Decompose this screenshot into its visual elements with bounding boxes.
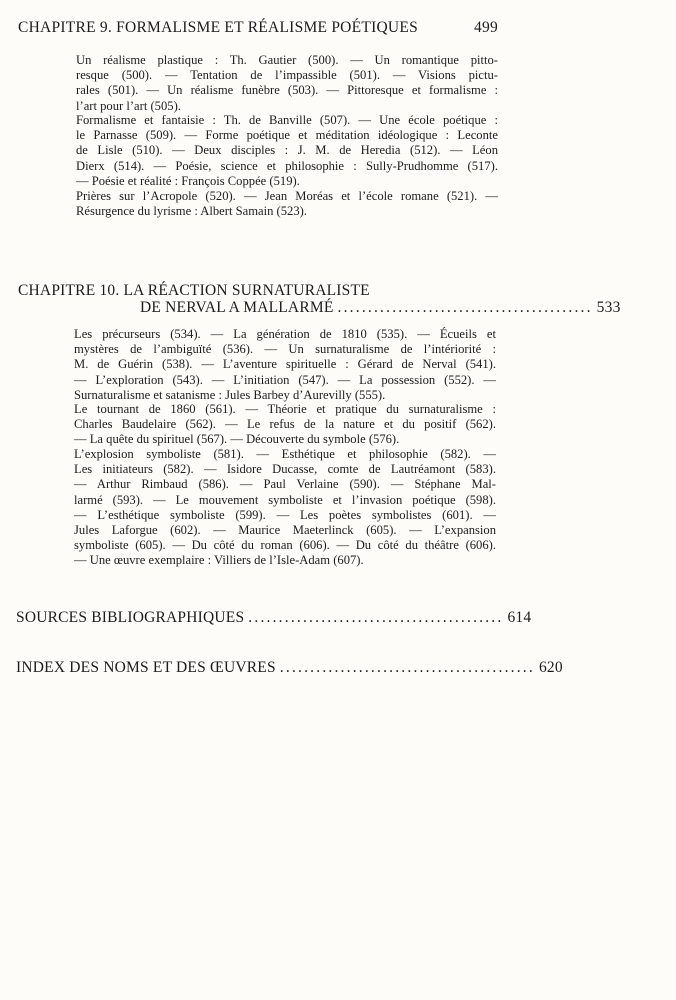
text-line: Un réalisme plastique : Th. Gautier (500). — Un romantique pitto- xyxy=(76,53,498,67)
toc-entry-index xyxy=(16,659,563,677)
text-line: rales (501). — Un réalisme funèbre (503). — Pittoresque et formalisme : xyxy=(76,83,498,98)
toc-entry-page-number: 620 xyxy=(538,659,563,676)
chapter10-title-line2 xyxy=(140,299,621,316)
text-line: Surnaturalisme et satanisme : Jules Barbey d’Aurevilly (555). xyxy=(74,387,386,402)
text-line: M. de Guérin (538). — L’aventure spirituelle : Gérard de Nerval (541). xyxy=(74,357,496,372)
text-line: — L’exploration (543). — L’initiation (547). — La possession (552). — xyxy=(74,372,496,387)
running-head xyxy=(18,19,498,37)
chapter10-paragraph-1 xyxy=(74,327,496,403)
text-line: symboliste (605). — Du côté du roman (606). — Du côté du théâtre (606). xyxy=(74,538,496,553)
running-head-title: CHAPITRE 9. FORMALISME ET RÉALISME POÉTIQUES xyxy=(18,19,418,36)
text-line: l’art pour l’art (505). xyxy=(76,98,181,113)
text-line: Les précurseurs (534). — La génération de 1810 (535). — Écueils et xyxy=(74,327,496,341)
text-line: de Lisle (510). — Deux disciples : J. M. de Heredia (512). — Léon xyxy=(76,143,498,158)
text-line: Le tournant de 1860 (561). — Théorie et pratique du surnaturalisme : xyxy=(74,402,496,416)
text-line: Jules Laforgue (602). — Maurice Maeterlinck (605). — L’expansion xyxy=(74,523,496,538)
leader-dots: .......................................... xyxy=(337,299,593,316)
text-line: Formalisme et fantaisie : Th. de Banville (507). — Une école poétique : xyxy=(76,113,498,127)
text-line: — La quête du spirituel (567). — Découverte du symbole (576). xyxy=(74,432,400,447)
running-head-page-number: 499 xyxy=(474,19,498,36)
text-line: — Poésie et réalité : François Coppée (519). xyxy=(76,173,300,188)
chapter10-title-line1: CHAPITRE 10. LA RÉACTION SURNATURALISTE xyxy=(18,282,370,299)
text-line: — L’esthétique symboliste (599). — Les poètes symbolistes (601). — xyxy=(74,507,496,522)
chapter10-title xyxy=(18,282,621,316)
text-line: L’explosion symboliste (581). — Esthétique et philosophie (582). — xyxy=(74,447,496,461)
text-line: Prières sur l’Acropole (520). — Jean Moréas et l’école romane (521). — xyxy=(76,189,498,203)
toc-entry-page-number: 614 xyxy=(507,609,532,626)
leader-dots: .......................................... xyxy=(248,609,504,626)
text-line: — Une œuvre exemplaire : Villiers de l’Isle-Adam (607). xyxy=(74,553,364,568)
chapter9-paragraph-2 xyxy=(76,113,498,189)
chapter9-paragraph-1 xyxy=(76,53,498,114)
text-line: le Parnasse (509). — Forme poétique et méditation idéologique : Leconte xyxy=(76,128,498,143)
text-line: — Arthur Rimbaud (586). — Paul Verlaine (590). — Stéphane Mal- xyxy=(74,477,496,492)
text-line: Résurgence du lyrisme : Albert Samain (523). xyxy=(76,204,307,219)
chapter10-paragraph-3 xyxy=(74,447,496,569)
text-line: mystères de l’ambiguïté (536). — Un surnaturalisme de l’intériorité : xyxy=(74,342,496,357)
chapter10-title-subtitle: DE NERVAL A MALLARMÉ xyxy=(140,299,334,316)
leader-dots: .......................................... xyxy=(279,659,535,676)
chapter10-paragraph-2 xyxy=(74,402,496,448)
toc-entry-sources xyxy=(16,609,532,627)
text-line: Les initiateurs (582). — Isidore Ducasse, comte de Lautréamont (583). xyxy=(74,462,496,477)
text-line: Charles Baudelaire (562). — Le refus de la nature et du positif (562). xyxy=(74,417,496,432)
text-line: Dierx (514). — Poésie, science et philosophie : Sully-Prudhomme (517). xyxy=(76,158,498,173)
toc-entry-label: SOURCES BIBLIOGRAPHIQUES xyxy=(16,609,245,626)
chapter10-page-number: 533 xyxy=(596,299,621,316)
text-line: resque (500). — Tentation de l’impassible (501). — Visions pictu- xyxy=(76,68,498,83)
chapter9-paragraph-3 xyxy=(76,189,498,219)
text-line: larmé (593). — Le mouvement symboliste et l’invasion poétique (598). xyxy=(74,492,496,507)
toc-entry-label: INDEX DES NOMS ET DES ŒUVRES xyxy=(16,659,276,676)
